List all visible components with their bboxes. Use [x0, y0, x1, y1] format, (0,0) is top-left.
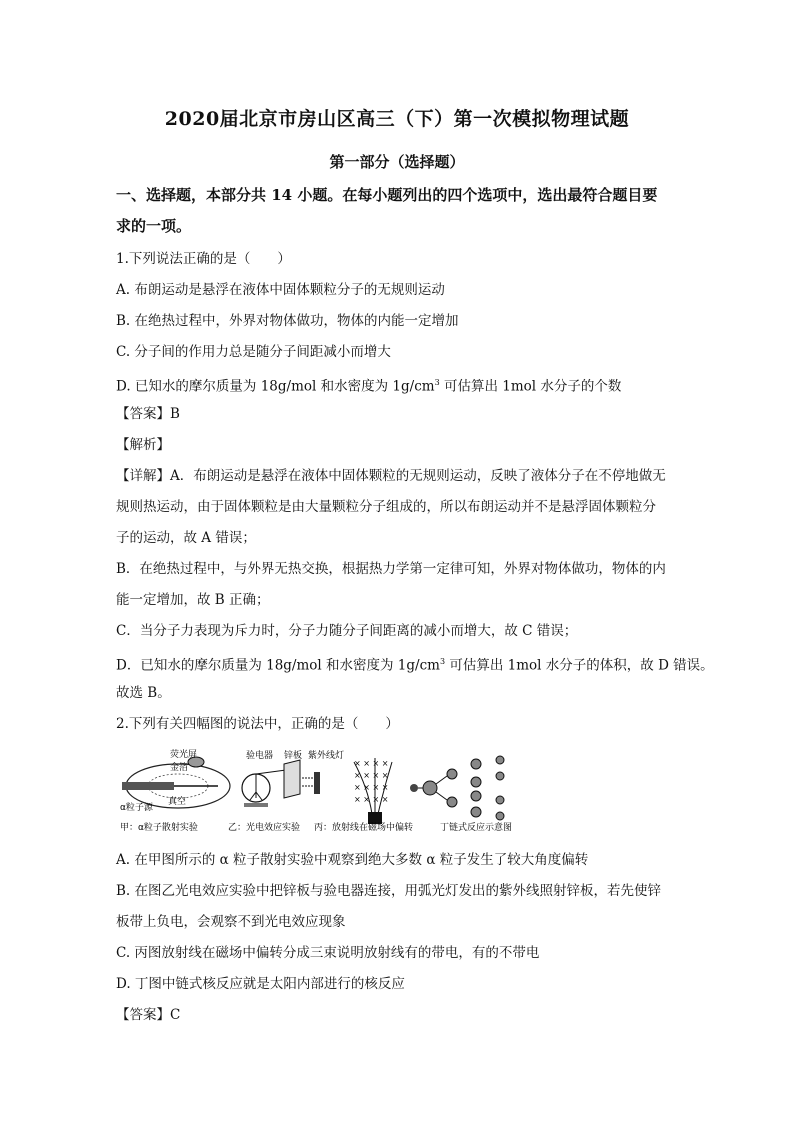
q1-detail-d-text: D．已知水的摩尔质量为 18g/mol 和水密度为 1g/cm — [116, 657, 440, 674]
electroscope-leaf-right — [256, 792, 262, 800]
nucleus-7 — [471, 807, 481, 817]
nucleus-9 — [496, 772, 504, 780]
q1-detail-d-text-end: 可估算出 1mol 水分子的体积，故 D 错误。 — [445, 657, 714, 674]
q1-analysis-label: 【解析】 — [116, 437, 170, 453]
field-cross-marks-3: × × × × — [354, 783, 389, 792]
electroscope-base — [244, 803, 268, 807]
q1-detail-d-sup: 3 — [439, 657, 446, 666]
q1-conclusion: 故选 B。 — [116, 685, 171, 701]
q1-option-a: A. 布朗运动是悬浮在液体中固体颗粒分子的无规则运动 — [116, 282, 445, 298]
zinc-plate-shape — [284, 760, 300, 798]
chain-reaction-diagram — [410, 756, 504, 820]
q2-four-diagrams-figure — [118, 748, 528, 832]
q1-detail-line2: 规则热运动，由于固体颗粒是由大量颗粒分子组成的，所以布朗运动并不是悬浮固体颗粒分 — [116, 499, 656, 515]
q1-answer: 【答案】B — [116, 406, 180, 422]
label-vacuum: 真空 — [168, 797, 187, 807]
nucleus-6 — [471, 791, 481, 801]
label-foil: 金箔 — [170, 763, 189, 773]
nucleus-4 — [471, 759, 481, 769]
arrow-3 — [436, 792, 447, 800]
nucleus-2 — [447, 769, 457, 779]
label-zinc: 锌板 — [284, 751, 303, 761]
label-source: α粒子源 — [120, 803, 153, 813]
section-instruction-line2: 求的一项。 — [116, 217, 192, 235]
caption-c: 丙：放射线在磁场中偏转 — [314, 823, 414, 832]
electroscope-leaf-left — [250, 792, 256, 800]
field-cross-marks-4: × × × × — [354, 795, 389, 804]
q1-option-d-sup: 3 — [434, 378, 440, 387]
q1-option-d-text-end: 可估算出 1mol 水分子的个数 — [439, 378, 622, 395]
q1-detail-line1: 【详解】A．布朗运动是悬浮在液体中固体颗粒的无规则运动，反映了液体分子在不停地做无 — [116, 468, 666, 484]
nucleus-8 — [496, 756, 504, 764]
field-cross-marks: × × × × — [354, 759, 389, 768]
nucleus-3 — [447, 797, 457, 807]
radiation-field-diagram — [354, 758, 392, 824]
q2-option-b-line1: B. 在图乙光电效应实验中把锌板与验电器连接，用弧光灯发出的紫外线照射锌板，若先使锌 — [116, 883, 662, 899]
photoelectric-diagram — [242, 749, 344, 807]
q1-detail-line7 — [116, 652, 714, 676]
q1-detail-line5: 能一定增加，故 B 正确； — [116, 592, 270, 608]
q2-option-a: A. 在甲图所示的 α 粒子散射实验中观察到绝大多数 α 粒子发生了较大角度偏转 — [116, 852, 589, 868]
alpha-scattering-diagram — [120, 748, 230, 813]
nucleus-10 — [496, 796, 504, 804]
uv-lamp-shape — [314, 772, 320, 794]
caption-a: 甲：α粒子散射实验 — [120, 823, 198, 832]
label-electroscope: 验电器 — [246, 751, 274, 761]
nucleus-1 — [423, 781, 437, 795]
q2-stem: 2.下列有关四幅图的说法中，正确的是（ ） — [116, 716, 399, 732]
nucleus-5 — [471, 777, 481, 787]
label-fluorescent: 荧光屏 — [170, 750, 198, 760]
arrow-2 — [436, 776, 447, 784]
section-instruction-line1: 一、选择题，本部分共 14 小题。在每小题列出的四个选项中，选出最符合题目要 — [116, 186, 658, 204]
page-title: 2020届北京市房山区高三（下）第一次模拟物理试题 — [164, 108, 630, 130]
q1-detail-line3: 子的运动，故 A 错误； — [116, 530, 256, 546]
field-cross-marks-2: × × × × — [354, 771, 389, 780]
q2-option-c: C. 丙图放射线在磁场中偏转分成三束说明放射线有的带电，有的不带电 — [116, 945, 540, 961]
q2-option-b-line2: 板带上负电，会观察不到光电效应现象 — [116, 914, 346, 930]
q1-option-b: B. 在绝热过程中，外界对物体做功，物体的内能一定增加 — [116, 313, 459, 329]
caption-d: 丁链式反应示意图 — [440, 823, 513, 832]
q1-detail-line4: B．在绝热过程中，与外界无热交换，根据热力学第一定律可知，外界对物体做功，物体的内 — [116, 561, 666, 577]
label-uv: 紫外线灯 — [308, 751, 345, 761]
q1-stem: 1.下列说法正确的是（ ） — [116, 251, 291, 267]
q1-detail-line6: C．当分子力表现为斥力时，分子力随分子间距离的减小而增大，故 C 错误； — [116, 623, 578, 639]
neutron-start — [410, 784, 418, 792]
q2-answer: 【答案】C — [116, 1007, 181, 1023]
alpha-source-shape — [122, 782, 174, 790]
part-heading: 第一部分（选择题） — [329, 153, 465, 171]
q1-option-d — [116, 373, 686, 397]
q1-option-d-text: D. 已知水的摩尔质量为 18g/mol 和水密度为 1g/cm — [116, 378, 435, 395]
q1-option-c: C. 分子间的作用力总是随分子间距减小而增大 — [116, 344, 391, 360]
nucleus-11 — [496, 812, 504, 820]
connection-wire — [256, 770, 286, 774]
q2-option-d: D. 丁图中链式核反应就是太阳内部进行的核反应 — [116, 976, 405, 992]
caption-b: 乙：光电效应实验 — [228, 823, 301, 832]
